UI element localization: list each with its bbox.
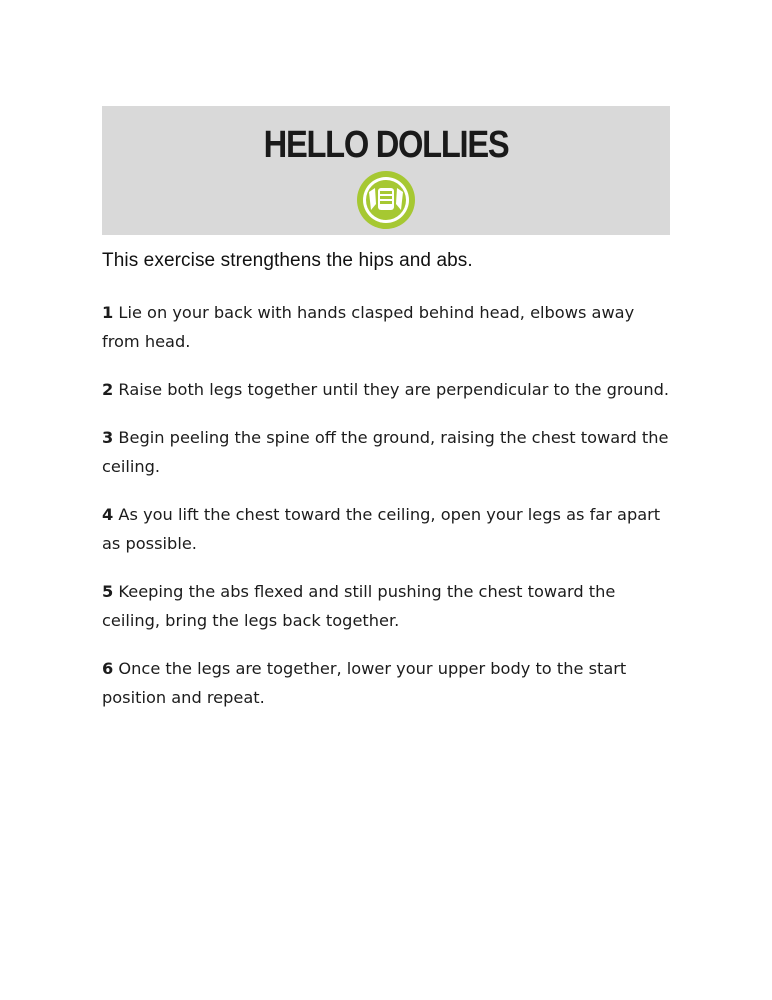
step-text: As you lift the chest toward the ceiling, open your legs as far apart as possible. (102, 505, 661, 553)
step-number: 5 (102, 582, 114, 601)
step-text: Once the legs are together, lower your upper body to the start position and repeat. (102, 659, 627, 707)
page-title: HELLO DOLLIES (263, 124, 509, 166)
step-item (102, 654, 672, 712)
step-number: 4 (102, 505, 114, 524)
step-number: 6 (102, 659, 114, 678)
step-number: 3 (102, 428, 114, 447)
step-text: Lie on your back with hands clasped behind head, elbows away from head. (102, 303, 635, 351)
step-item (102, 375, 672, 404)
article-body (102, 246, 672, 731)
step-text: Keeping the abs flexed and still pushing the chest toward the ceiling, bring the legs back together. (102, 582, 616, 630)
step-text: Begin peeling the spine off the ground, raising the chest toward the ceiling. (102, 428, 669, 476)
step-item (102, 423, 672, 481)
step-number: 2 (102, 380, 114, 399)
step-item (102, 500, 672, 558)
step-text: Raise both legs together until they are perpendicular to the ground. (118, 380, 670, 399)
intro-text: This exercise strengthens the hips and abs. (102, 250, 473, 271)
step-item (102, 577, 672, 635)
exercise-badge-icon (356, 170, 416, 230)
header-banner (102, 106, 670, 235)
step-number: 1 (102, 303, 114, 322)
step-item (102, 298, 672, 356)
